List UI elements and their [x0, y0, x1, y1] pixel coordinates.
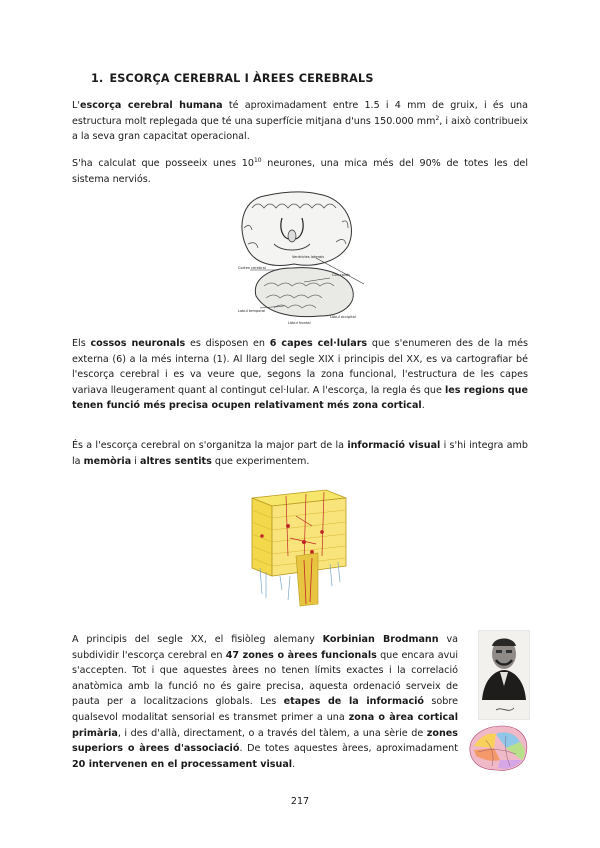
cortical-layers-figure: [246, 486, 352, 610]
paragraph-cortex-intro: L'escorça cerebral humana té aproximadament entre 1.5 i 4 mm de gruix, i és una estructura molt replegada que té una superfície mitjana d'uns 150.000 $mm^2$, i això contribueix a la seva gran capacitat operacional.: [72, 100, 529, 143]
bold-term: 20 intervenen en el processament visual: [72, 758, 293, 770]
section-title: ESCORÇA CEREBRAL I ÀREES CEREBRALS: [109, 72, 374, 85]
bold-term: cossos neuronals: [90, 338, 186, 349]
figure-label: Cos callós: [332, 273, 350, 277]
bold-term: zones superiors o àrees d'associació: [72, 727, 458, 755]
page-number: 217: [290, 796, 310, 807]
bold-term: 6 capes cel·lulars: [269, 338, 368, 349]
bold-term: escorça cerebral humana: [79, 100, 223, 111]
figure-label: Lòbul occipital: [330, 315, 356, 319]
bold-term: 47 zones o àrees funcionals: [225, 649, 377, 661]
bold-term: les regions que tenen funció més precisa ocupen relativament més zona cortical: [72, 384, 528, 412]
paragraph-visual-info: És a l'escorça cerebral on s'organitza la major part de la informació visual i s'hi integra amb la memòria i altres sentits que experimentem.: [72, 440, 528, 467]
bold-term: Korbinian Brodmann: [322, 634, 439, 645]
section-number: 1.: [91, 72, 104, 85]
brain-section-figure: [234, 188, 368, 328]
bold-term: memòria: [83, 455, 132, 467]
bold-term: altres sentits: [139, 455, 212, 467]
section-heading: [91, 72, 374, 85]
paragraph-neuron-count: S'ha calculat que posseeix unes $10^{10}$ neurones, una mica més del 90% de totes les del sistema nerviós.: [72, 156, 528, 185]
paragraph-cell-layers: Els cossos neuronals es disposen en 6 capes cel·lulars que s'enumeren des de la més externa (6) a la més interna (1). Al llarg del segle XIX i principis del XX, es va cartografiar bé l'escorça cerebral i es va veure que, segons la zona funcional, l'estructura de les capes variava lleugerament quant al contingut cel·lular. A l'escorça, la regla és que les regions que tenen funció més precisa ocupen relativament més zona cortical.: [72, 338, 528, 412]
figure-label: Ventricles laterals: [292, 255, 325, 259]
figure-label: Lobul temporal: [238, 309, 266, 313]
figure-label: Lòbul frontal: [288, 321, 311, 325]
figure-label: Cortex cerebral: [238, 266, 266, 270]
bold-term: zona o àrea cortical primària: [72, 711, 459, 739]
brodmann-portrait: [478, 630, 530, 720]
paragraph-brodmann: A principis del segle XX, el fisiòleg alemany Korbinian Brodmann va subdividir l'escorça cerebral en 47 zones o àrees funcionals que encara avui s'accepten. Tot i que aquestes àrees no tenen límits exactes i la correlació anatòmica amb la funció no és gaire precisa, aquesta ordenació serveix de pauta per a localitzacions globals. Les etapes de la informació sobre qualsevol modalitat sensorial es transmet primer a una zona o àrea cortical primària, i des d'allà, directament, o a través del tàlem, a una sèrie de zones superiors o àrees d'associació. De totes aquestes àrees, aproximadament 20 intervenen en el processament visual.: [72, 634, 459, 770]
bold-term: informació visual: [347, 440, 441, 451]
bold-term: etapes de la informació: [283, 696, 425, 708]
brodmann-areas-map: [466, 722, 530, 774]
